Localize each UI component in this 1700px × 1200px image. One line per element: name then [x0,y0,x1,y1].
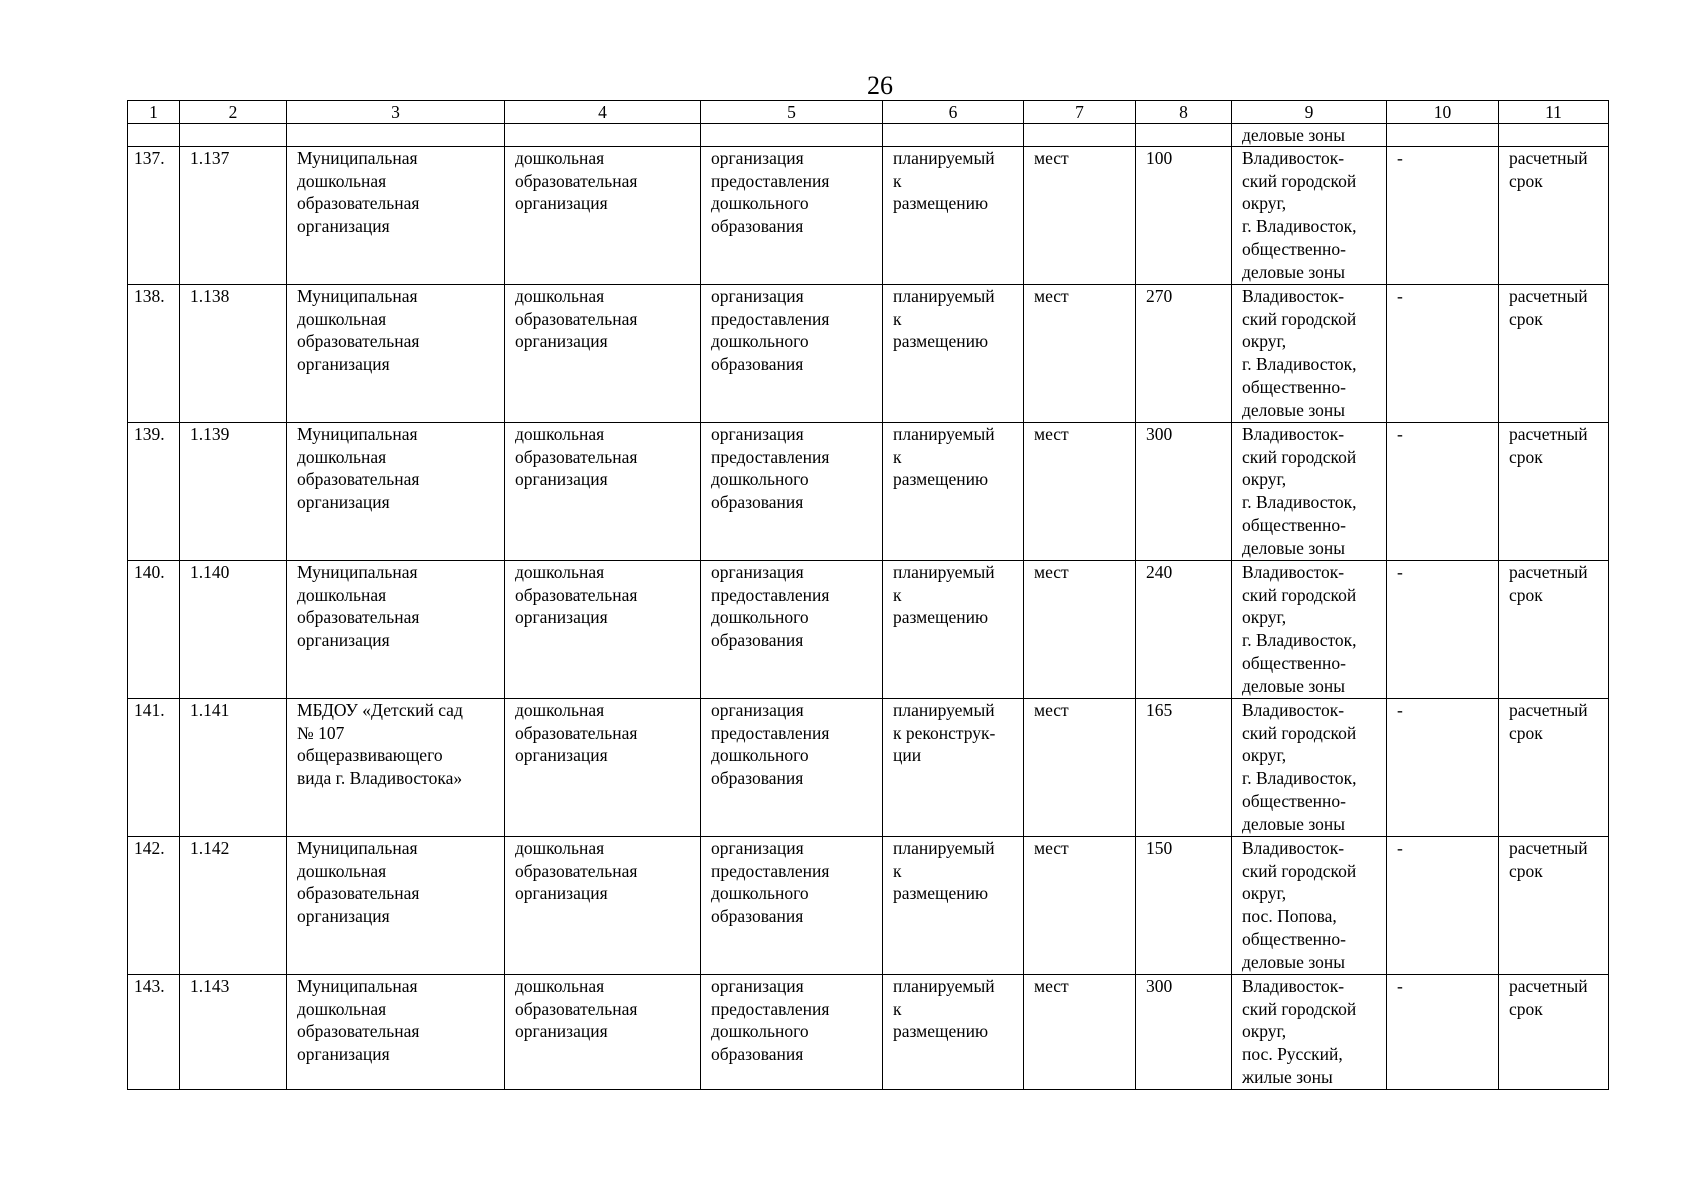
empty-cell [883,124,1024,147]
col10-cell: - [1387,837,1499,975]
table-row [128,147,1609,285]
location-cell: Владивосток- ский городской округ, г. Владивосток, общественно- деловые зоны [1232,147,1387,285]
status-cell: планируемый к размещению [883,285,1024,423]
page-number: 26 [867,71,893,100]
name-cell: Муниципальная дошкольная образовательная организация [287,837,505,975]
empty-cell [180,124,287,147]
status-cell: планируемый к реконструк- ции [883,699,1024,837]
name-cell: Муниципальная дошкольная образовательная организация [287,423,505,561]
term-cell: расчетный срок [1499,837,1609,975]
code-cell: 1.143 [180,975,287,1090]
unit-cell: мест [1024,147,1136,285]
row-number-cell: 141. [128,699,180,837]
col10-cell: - [1387,699,1499,837]
table-row [128,285,1609,423]
unit-cell: мест [1024,561,1136,699]
code-cell: 1.139 [180,423,287,561]
col10-cell: - [1387,147,1499,285]
purpose-cell: организация предоставления дошкольного образования [701,423,883,561]
col10-cell: - [1387,975,1499,1090]
type-cell: дошкольная образовательная организация [505,837,701,975]
location-cell: Владивосток- ский городской округ, г. Владивосток, общественно- деловые зоны [1232,699,1387,837]
empty-cell [505,124,701,147]
unit-cell: мест [1024,699,1136,837]
unit-cell: мест [1024,975,1136,1090]
term-cell: расчетный срок [1499,147,1609,285]
column-number: 6 [883,101,1024,124]
term-cell: расчетный срок [1499,423,1609,561]
type-cell: дошкольная образовательная организация [505,561,701,699]
empty-cell [1136,124,1232,147]
status-cell: планируемый к размещению [883,975,1024,1090]
name-cell: Муниципальная дошкольная образовательная организация [287,975,505,1090]
name-cell: Муниципальная дошкольная образовательная организация [287,561,505,699]
purpose-cell: организация предоставления дошкольного образования [701,975,883,1090]
unit-cell: мест [1024,837,1136,975]
status-cell: планируемый к размещению [883,561,1024,699]
unit-cell: мест [1024,423,1136,561]
location-continuation-cell: деловые зоны [1232,124,1387,147]
column-number: 4 [505,101,701,124]
continuation-row [128,124,1609,147]
capacity-cell: 100 [1136,147,1232,285]
term-cell: расчетный срок [1499,699,1609,837]
empty-cell [701,124,883,147]
col10-cell: - [1387,561,1499,699]
name-cell: Муниципальная дошкольная образовательная организация [287,285,505,423]
type-cell: дошкольная образовательная организация [505,975,701,1090]
column-number: 11 [1499,101,1609,124]
capacity-cell: 300 [1136,423,1232,561]
empty-cell [1499,124,1609,147]
capacity-cell: 240 [1136,561,1232,699]
column-number-row [128,101,1609,124]
purpose-cell: организация предоставления дошкольного образования [701,285,883,423]
type-cell: дошкольная образовательная организация [505,423,701,561]
capacity-cell: 300 [1136,975,1232,1090]
purpose-cell: организация предоставления дошкольного образования [701,147,883,285]
col10-cell: - [1387,285,1499,423]
row-number-cell: 142. [128,837,180,975]
location-cell: Владивосток- ский городской округ, пос. Попова, общественно- деловые зоны [1232,837,1387,975]
name-cell: МБДОУ «Детский сад № 107 общеразвивающего вида г. Владивостока» [287,699,505,837]
purpose-cell: организация предоставления дошкольного образования [701,699,883,837]
empty-cell [1024,124,1136,147]
status-cell: планируемый к размещению [883,423,1024,561]
col10-cell: - [1387,423,1499,561]
location-cell: Владивосток- ский городской округ, г. Владивосток, общественно- деловые зоны [1232,423,1387,561]
column-number: 3 [287,101,505,124]
location-cell: Владивосток- ский городской округ, пос. Русский, жилые зоны [1232,975,1387,1090]
location-cell: Владивосток- ский городской округ, г. Владивосток, общественно- деловые зоны [1232,561,1387,699]
empty-cell [287,124,505,147]
empty-cell [1387,124,1499,147]
capacity-cell: 165 [1136,699,1232,837]
row-number-cell: 137. [128,147,180,285]
column-number: 8 [1136,101,1232,124]
code-cell: 1.138 [180,285,287,423]
code-cell: 1.141 [180,699,287,837]
type-cell: дошкольная образовательная организация [505,699,701,837]
column-number: 10 [1387,101,1499,124]
term-cell: расчетный срок [1499,975,1609,1090]
unit-cell: мест [1024,285,1136,423]
facilities-table [127,100,1609,1090]
location-cell: Владивосток- ский городской округ, г. Владивосток, общественно- деловые зоны [1232,285,1387,423]
purpose-cell: организация предоставления дошкольного образования [701,837,883,975]
term-cell: расчетный срок [1499,561,1609,699]
capacity-cell: 150 [1136,837,1232,975]
status-cell: планируемый к размещению [883,147,1024,285]
term-cell: расчетный срок [1499,285,1609,423]
name-cell: Муниципальная дошкольная образовательная организация [287,147,505,285]
column-number: 9 [1232,101,1387,124]
column-number: 1 [128,101,180,124]
row-number-cell: 143. [128,975,180,1090]
status-cell: планируемый к размещению [883,837,1024,975]
code-cell: 1.140 [180,561,287,699]
table-row [128,423,1609,561]
table-row [128,699,1609,837]
code-cell: 1.142 [180,837,287,975]
type-cell: дошкольная образовательная организация [505,147,701,285]
table-row [128,837,1609,975]
column-number: 2 [180,101,287,124]
empty-cell [128,124,180,147]
table-row [128,975,1609,1090]
column-number: 5 [701,101,883,124]
type-cell: дошкольная образовательная организация [505,285,701,423]
row-number-cell: 140. [128,561,180,699]
row-number-cell: 139. [128,423,180,561]
table-row [128,561,1609,699]
column-number: 7 [1024,101,1136,124]
code-cell: 1.137 [180,147,287,285]
purpose-cell: организация предоставления дошкольного образования [701,561,883,699]
row-number-cell: 138. [128,285,180,423]
capacity-cell: 270 [1136,285,1232,423]
